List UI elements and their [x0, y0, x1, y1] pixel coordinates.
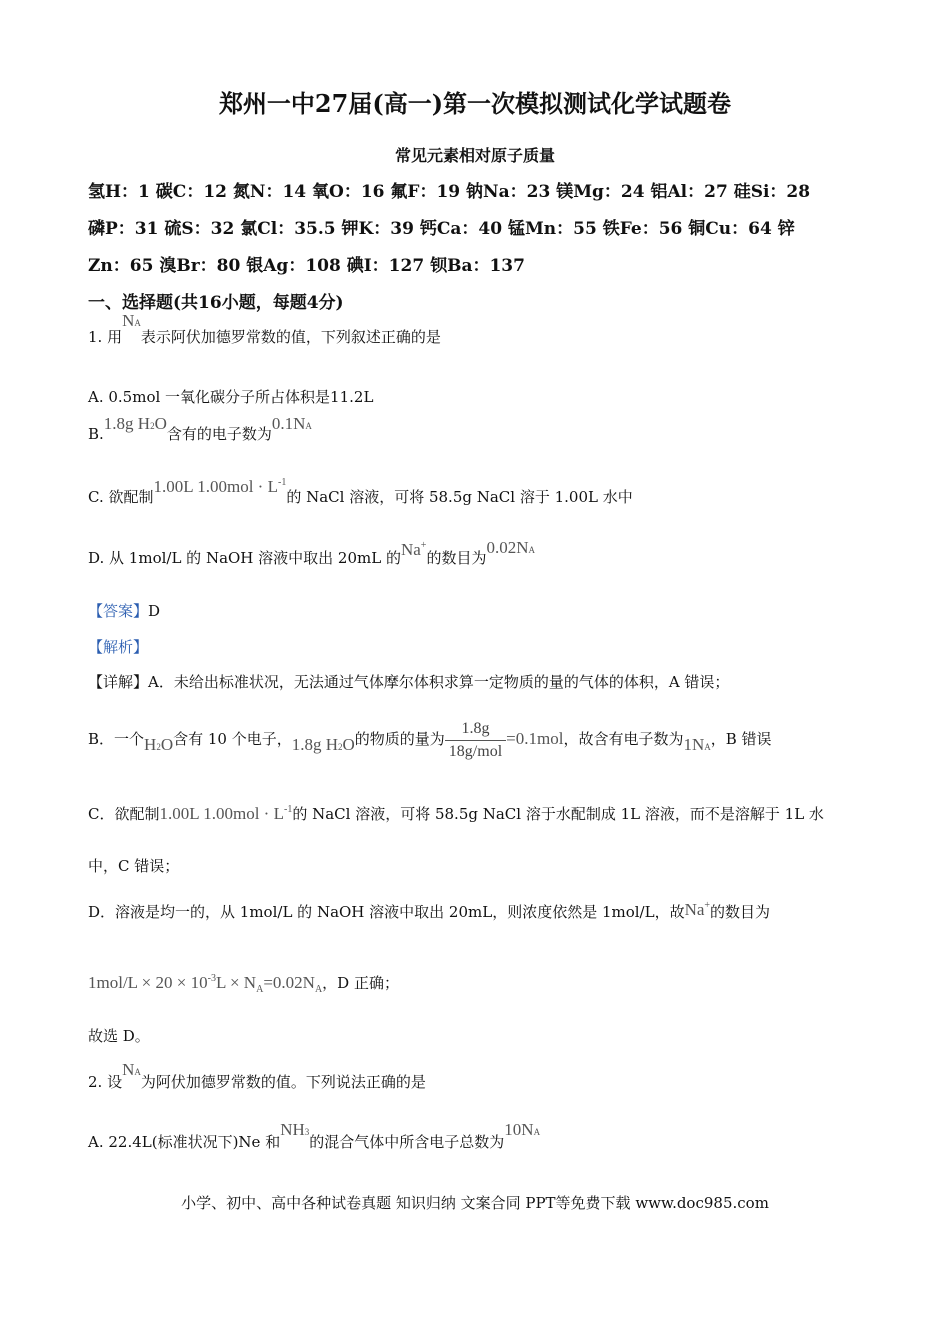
detail-b: B．一个H2O含有 10 个电子，1.8g H2O的物质的量为 $\frac{1.8g}{\text{18g/mol}}$ =0.1mol，故含有电子数为1NA，B 错误	[88, 714, 772, 764]
detail-c: C．欲配制1.00L $1.00mol \cdot L^{-1}$的 NaCl 溶液，可将 58.5g NaCl 溶于水配制成 1L 溶液，而不是溶解于 1L 水	[88, 804, 824, 823]
question-1-option-b: B.1.8g H2O含有的电子数为0.1NA	[88, 414, 312, 443]
question-1-option-d: D. 从 1mol/L 的 NaOH 溶液中取出 20mL 的Na+的数目为0.02NA	[88, 538, 535, 567]
question-2-option-a: A. 22.4L(标准状况下)Ne 和NH3的混合气体中所含电子总数为10NA	[88, 1120, 541, 1151]
atomic-mass-line-3: Zn：65 溴Br：80 银Ag：108 碘I：127 钡Ba：137	[88, 256, 525, 276]
detail-d-formula: $1mol/L \times 20 \times 10^{-3}L \times N_A=0.02N_A$，D 正确；	[88, 973, 399, 995]
question-1-stem: 1. 用NA表示阿伏加德罗常数的值，下列叙述正确的是	[88, 311, 441, 346]
question-1-option-a: A. 0.5mol 一氧化碳分子所占体积是11.2L	[88, 388, 374, 406]
detail-c-continued: 中，C 错误；	[88, 857, 180, 875]
analysis-heading: 【解析】	[88, 638, 149, 656]
atomic-mass-heading: 常见元素相对原子质量	[394, 146, 555, 165]
conclusion: 故选 D。	[88, 1027, 150, 1045]
atomic-mass-line-1: 氢H：1 碳C：12 氮N：14 氧O：16 氟F：19 钠Na：23 镁Mg：24 铝Al：27 硅Si：28	[88, 182, 811, 202]
page-footer: 小学、初中、高中各种试卷真题 知识归纳 文案合同 PPT等免费下载 www.doc985.com	[181, 1194, 769, 1212]
atomic-mass-line-2: 磷P：31 硫S：32 氯Cl：35.5 钾K：39 钙Ca：40 锰Mn：55 铁Fe：56 铜Cu：64 锌	[88, 219, 795, 239]
question-1-option-c: C. 欲配制1.00L $1.00mol \cdot L^{-1}$的 NaCl 溶液，可将 58.5g NaCl 溶于 1.00L 水中	[88, 477, 633, 506]
section-heading: 一、选择题(共16小题，每题4分)	[88, 293, 344, 313]
question-2-stem: 2. 设NA为阿伏加德罗常数的值。下列说法正确的是	[88, 1060, 426, 1091]
detail-d: D．溶液是均一的，从 1mol/L 的 NaOH 溶液中取出 20mL，则浓度依然是 1mol/L，故Na+的数目为	[88, 900, 771, 921]
detail-a: 【详解】A．未给出标准状况，无法通过气体摩尔体积求算一定物质的量的气体的体积，A 错误；	[88, 673, 730, 691]
exam-title: 郑州一中27届(高一)第一次模拟测试化学试题卷	[218, 89, 732, 118]
mass-fraction: $\frac{1.8g}{\text{18g/mol}}$	[445, 718, 506, 763]
answer-line: 【答案】D	[88, 602, 161, 620]
